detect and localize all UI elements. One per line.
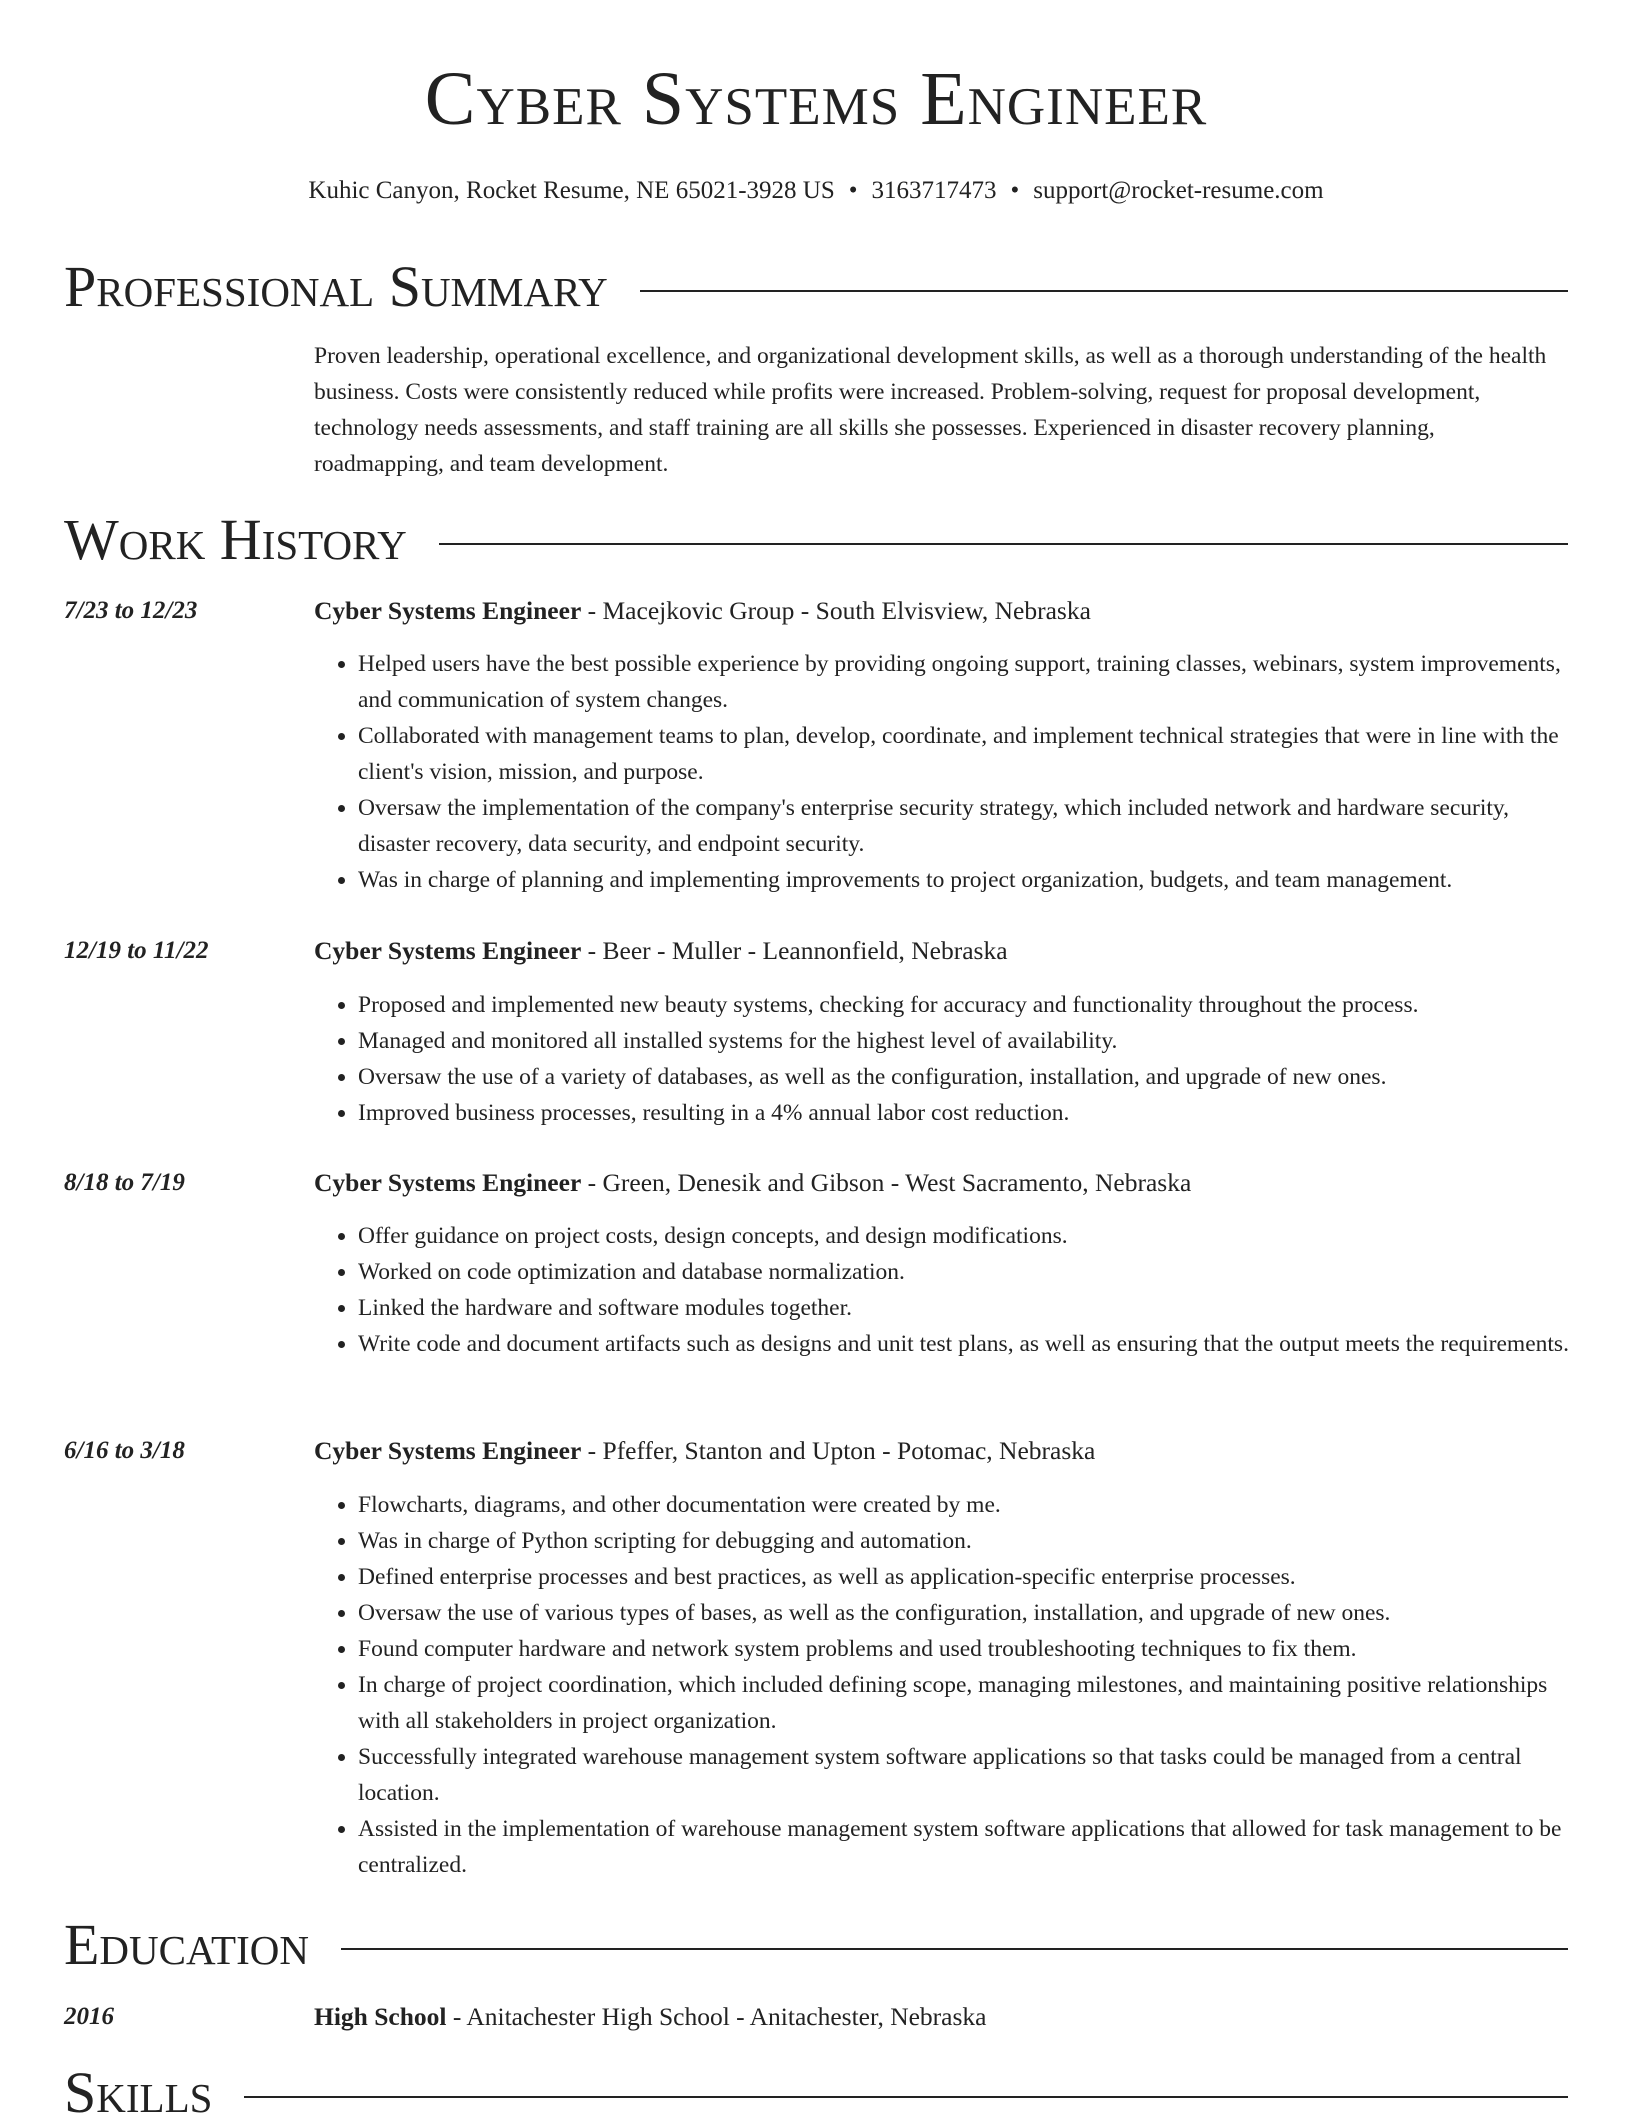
job-company: - Pfeffer, Stanton and Upton - Potomac, Nebraska [581, 1436, 1096, 1465]
section-divider [244, 2096, 1568, 2098]
work-section-header [64, 505, 1568, 575]
section-divider [439, 543, 1568, 545]
education-entry [314, 2000, 1570, 2034]
list-item: • Assisted in the implementation of warehouse management system software applications that allowed for task management to be centralized. [358, 1811, 1570, 1883]
job-company: - Beer - Muller - Leannonfield, Nebraska [581, 936, 1008, 965]
job-header [314, 934, 1570, 968]
job-company: - Green, Denesik and Gibson - West Sacramento, Nebraska [581, 1168, 1192, 1197]
job-bullets [314, 646, 1570, 898]
contact-separator: • [1010, 177, 1020, 204]
job-company: - Macejkovic Group - South Elvisview, Nebraska [581, 596, 1091, 625]
list-item: • Write code and document artifacts such as designs and unit test plans, as well as ensuring that the output meets the requirements. [358, 1326, 1570, 1362]
job-bullets [314, 987, 1570, 1131]
contact-line [0, 174, 1632, 208]
job-header [314, 594, 1570, 628]
education-degree: High School [314, 2002, 447, 2031]
summary-text: Proven leadership, operational excellence, and organizational development skills, as well as a thorough understanding of the health business. Costs were consistently reduced while profits were increased. Problem-solving, request for proposal development, technology needs assessments, and staff training are all skills she possesses. Experienced in disaster recovery planning, roadmapping, and team development. [314, 343, 1547, 477]
job-dates: 7/23 to 12/23 [64, 597, 198, 624]
work-heading: Work History [64, 507, 407, 572]
list-item: • Offer guidance on project costs, design concepts, and design modifications. [358, 1218, 1570, 1254]
contact-email: support@rocket-resume.com [1033, 177, 1324, 204]
summary-heading: Professional Summary [64, 254, 608, 319]
list-item: • Oversaw the implementation of the company's enterprise security strategy, which included network and hardware security, disaster recovery, data security, and endpoint security. [358, 790, 1570, 862]
job-header [314, 1166, 1570, 1200]
summary-section-header [64, 252, 1568, 322]
list-item: • Improved business processes, resulting in a 4% annual labor cost reduction. [358, 1095, 1570, 1131]
list-item: • Found computer hardware and network system problems and used troubleshooting techniques to fix them. [358, 1631, 1570, 1667]
section-divider [341, 1948, 1568, 1950]
list-item: • Successfully integrated warehouse management system software applications so that tasks could be managed from a central location. [358, 1739, 1570, 1811]
list-item: • Linked the hardware and software modules together. [358, 1290, 1570, 1326]
section-divider [640, 290, 1568, 292]
job-bullets [314, 1218, 1570, 1362]
list-item: • Proposed and implemented new beauty systems, checking for accuracy and functionality throughout the process. [358, 987, 1570, 1023]
list-item: • Managed and monitored all installed systems for the highest level of availability. [358, 1023, 1570, 1059]
contact-separator: • [848, 177, 858, 204]
education-school: - Anitachester High School - Anitachester, Nebraska [446, 2002, 987, 2031]
list-item: • Oversaw the use of various types of bases, as well as the configuration, installation, and upgrade of new ones. [358, 1595, 1570, 1631]
list-item: • Oversaw the use of a variety of databases, as well as the configuration, installation, and upgrade of new ones. [358, 1059, 1570, 1095]
education-heading: Education [64, 1912, 309, 1977]
job-dates: 6/16 to 3/18 [64, 1437, 185, 1464]
job-dates: 12/19 to 11/22 [64, 937, 209, 964]
contact-address: Kuhic Canyon, Rocket Resume, NE 65021-3928 US [308, 177, 835, 204]
job-role: Cyber Systems Engineer [314, 936, 582, 965]
education-year: 2016 [64, 2003, 114, 2030]
list-item: • Helped users have the best possible experience by providing ongoing support, training classes, webinars, system improvements, and communication of system changes. [358, 646, 1570, 718]
list-item: • Defined enterprise processes and best practices, as well as application-specific enterprise processes. [358, 1559, 1570, 1595]
job-header [314, 1434, 1570, 1468]
list-item: • Flowcharts, diagrams, and other documentation were created by me. [358, 1487, 1570, 1523]
job-role: Cyber Systems Engineer [314, 596, 582, 625]
skills-section-header [64, 2058, 1568, 2128]
contact-phone: 3163717473 [871, 177, 997, 204]
job-dates: 8/18 to 7/19 [64, 1169, 185, 1196]
list-item: • In charge of project coordination, which included defining scope, managing milestones, and maintaining positive relationships with all stakeholders in project organization. [358, 1667, 1570, 1739]
list-item: • Was in charge of planning and implementing improvements to project organization, budgets, and team management. [358, 862, 1570, 898]
resume-title: Cyber Systems Engineer [424, 57, 1208, 141]
job-role: Cyber Systems Engineer [314, 1168, 582, 1197]
list-item: • Worked on code optimization and database normalization. [358, 1254, 1570, 1290]
skills-heading: Skills [64, 2060, 213, 2125]
education-section-header [64, 1910, 1568, 1980]
job-role: Cyber Systems Engineer [314, 1436, 582, 1465]
list-item: • Collaborated with management teams to plan, develop, coordinate, and implement technical strategies that were in line with the client's vision, mission, and purpose. [358, 718, 1570, 790]
list-item: • Was in charge of Python scripting for debugging and automation. [358, 1523, 1570, 1559]
job-bullets [314, 1487, 1570, 1883]
